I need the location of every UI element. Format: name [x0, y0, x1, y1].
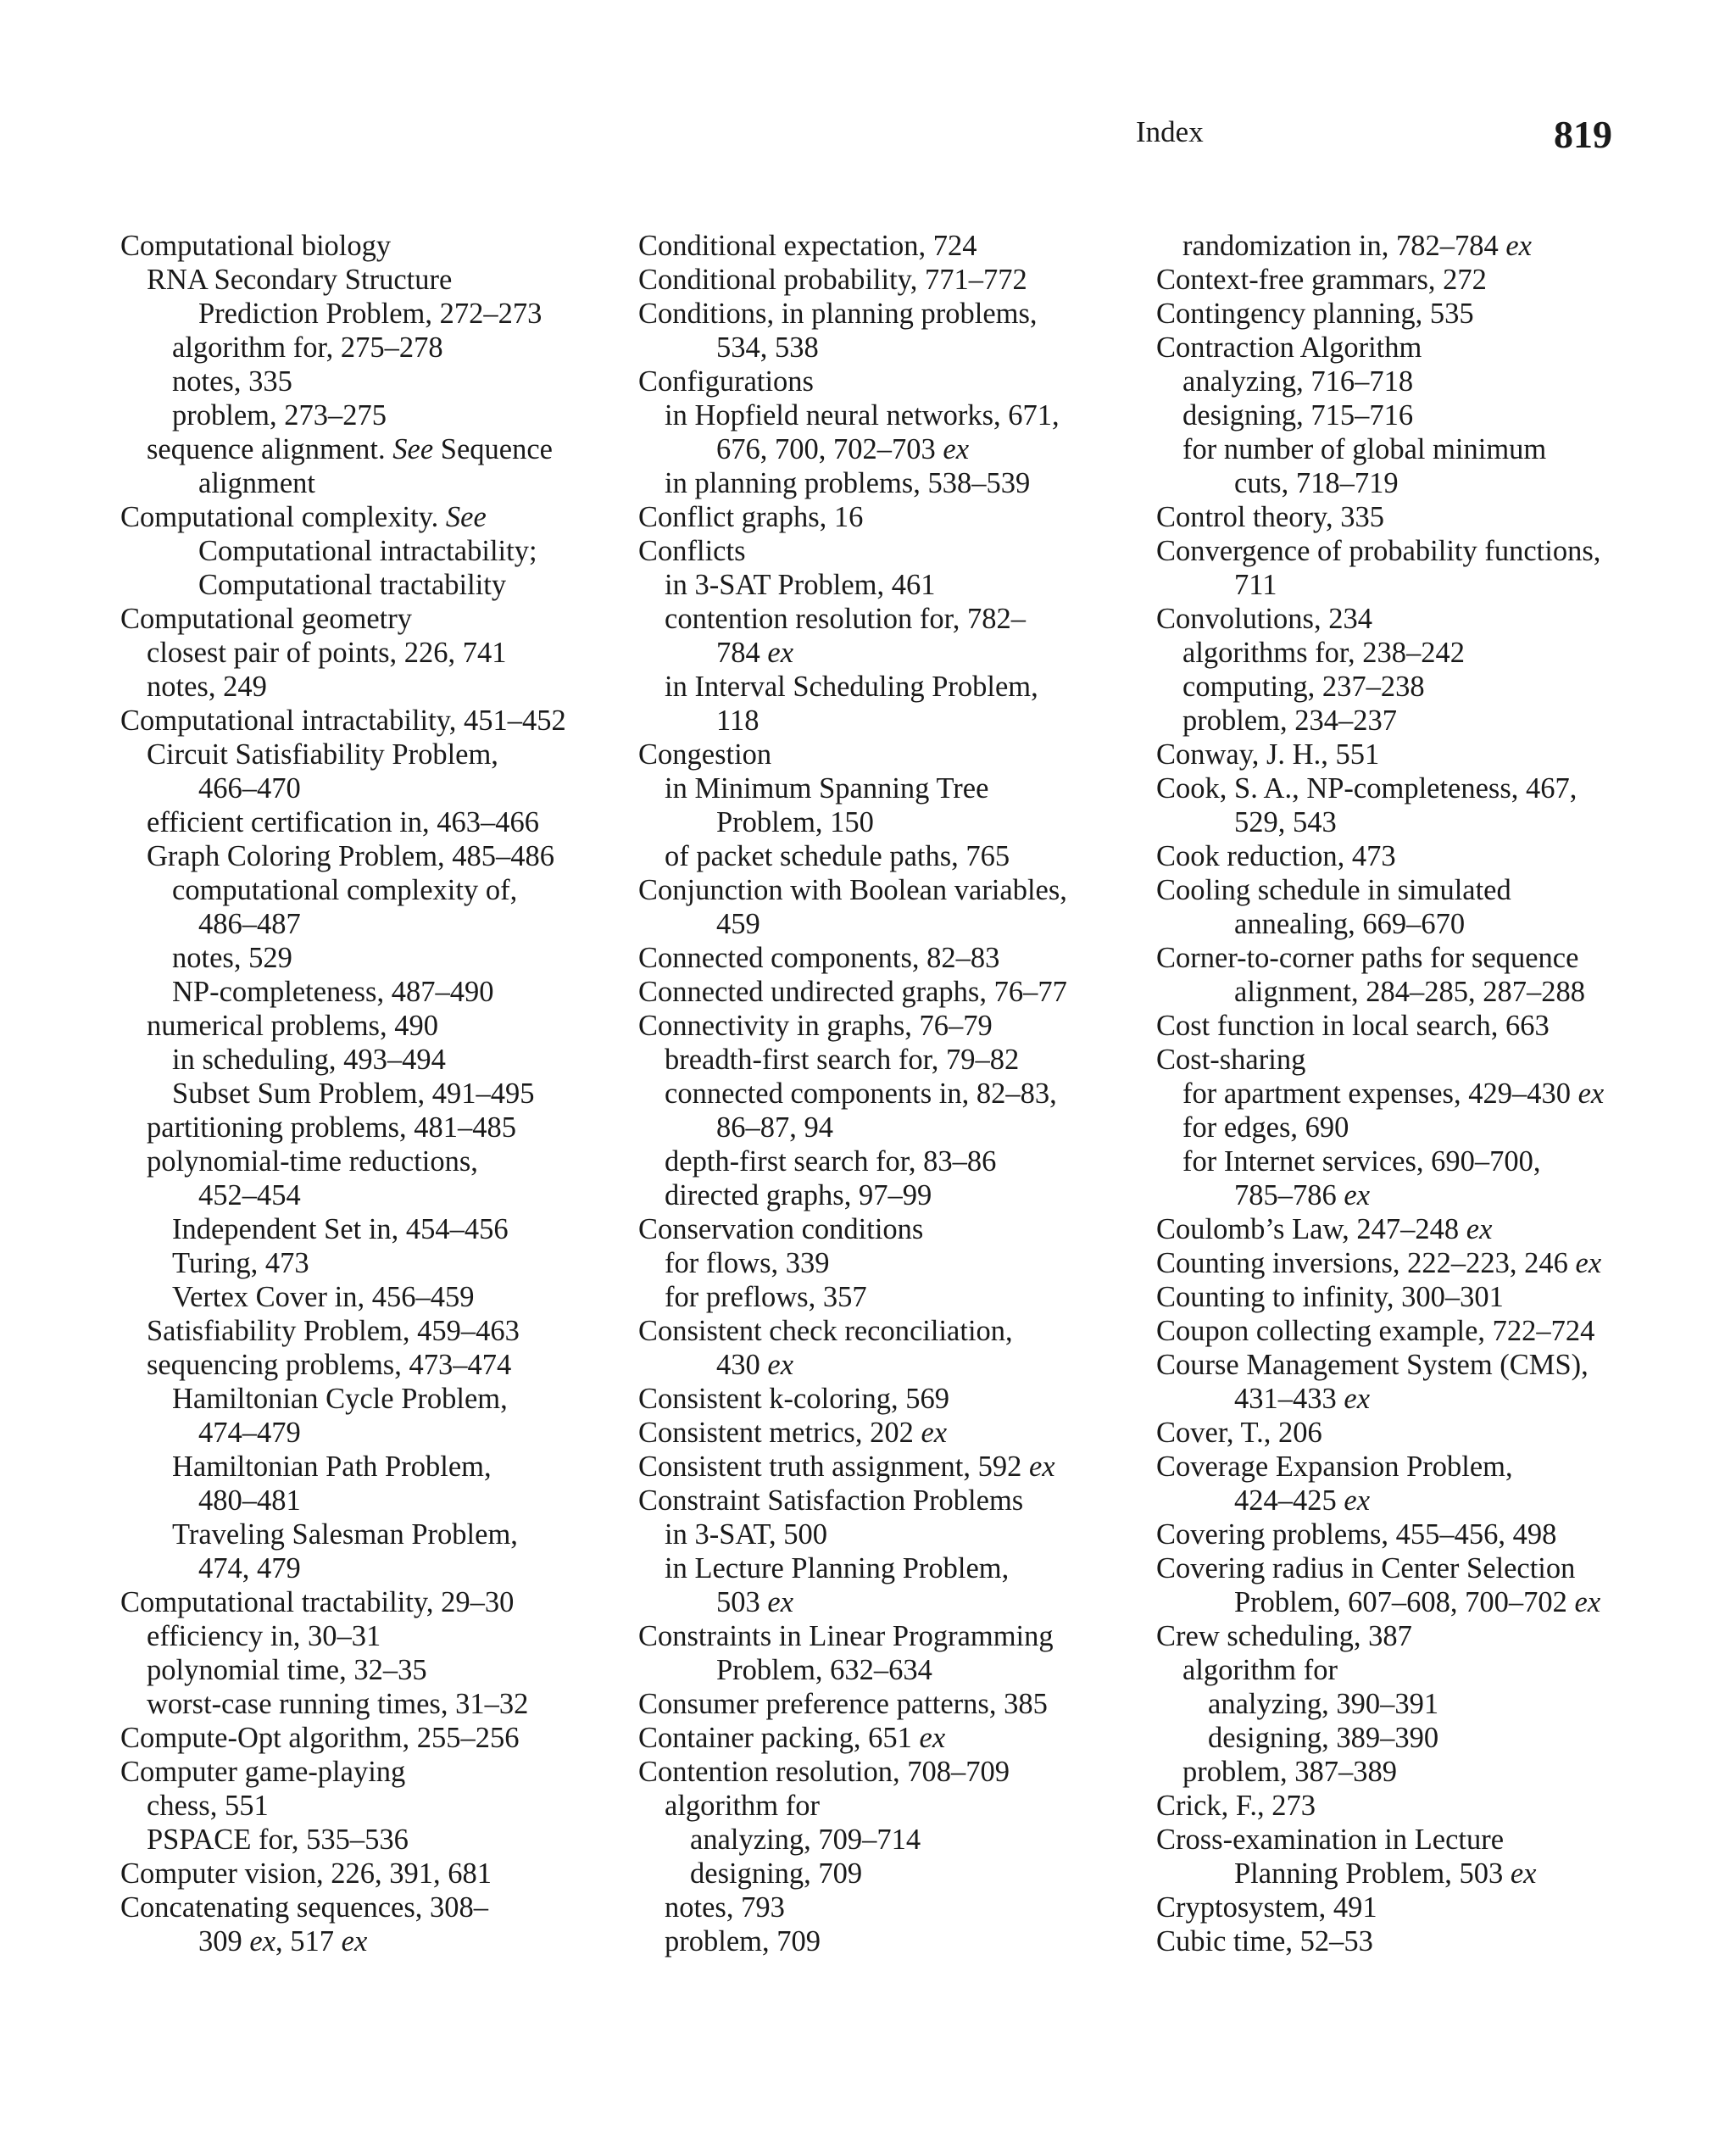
index-subentry: Hamiltonian Cycle Problem, [172, 1383, 508, 1415]
index-subentry: for flows, 339 [665, 1247, 830, 1279]
index-subentry: 486–487 [198, 908, 301, 940]
index-entry: Contingency planning, 535 [1156, 298, 1474, 330]
index-subentry: of packet schedule paths, 765 [665, 840, 1010, 872]
index-subentry: for apartment expenses, 429–430 ex [1182, 1078, 1605, 1110]
index-subentry: efficient certification in, 463–466 [147, 806, 540, 838]
index-column-2 [638, 229, 1147, 1958]
index-subentry: PSPACE for, 535–536 [147, 1824, 409, 1856]
index-subentry: Problem, 607–608, 700–702 ex [1234, 1586, 1601, 1618]
index-entry: Compute-Opt algorithm, 255–256 [120, 1722, 520, 1754]
index-subentry: NP-completeness, 487–490 [172, 976, 494, 1008]
index-subentry: algorithm for, 275–278 [172, 331, 443, 364]
index-subentry: RNA Secondary Structure [147, 264, 453, 296]
index-entry: Context-free grammars, 272 [1156, 264, 1487, 296]
index-subentry: for number of global minimum [1182, 433, 1547, 465]
index-subentry: computational complexity of, [172, 874, 518, 906]
index-subentry: 676, 700, 702–703 ex [716, 433, 970, 465]
index-subentry: in Lecture Planning Problem, [665, 1552, 1010, 1584]
index-subentry: 711 [1234, 569, 1277, 601]
index-entry: Corner-to-corner paths for sequence [1156, 942, 1579, 974]
index-subentry: notes, 529 [172, 942, 292, 974]
index-entry: Congestion [638, 738, 772, 771]
index-subentry: 474, 479 [198, 1552, 301, 1584]
index-entry: Counting inversions, 222–223, 246 ex [1156, 1247, 1602, 1279]
index-subentry: in Minimum Spanning Tree [665, 772, 989, 805]
index-subentry: designing, 709 [690, 1857, 863, 1890]
index-entry: Configurations [638, 365, 814, 398]
index-subentry: analyzing, 709–714 [690, 1824, 921, 1856]
index-subentry: chess, 551 [147, 1790, 269, 1822]
index-entry: Conditional probability, 771–772 [638, 264, 1027, 296]
index-entry: Conjunction with Boolean variables, [638, 874, 1067, 906]
index-entry: Cryptosystem, 491 [1156, 1891, 1377, 1924]
index-subentry: closest pair of points, 226, 741 [147, 637, 507, 669]
index-subentry: 452–454 [198, 1179, 301, 1211]
index-subentry: numerical problems, 490 [147, 1010, 438, 1042]
index-subentry: Problem, 150 [716, 806, 874, 838]
index-subentry: Satisfiability Problem, 459–463 [147, 1315, 520, 1347]
index-subentry: notes, 249 [147, 671, 267, 703]
index-entry: Connected components, 82–83 [638, 942, 1000, 974]
index-subentry: Hamiltonian Path Problem, [172, 1451, 492, 1483]
page-number: 819 [1554, 113, 1612, 156]
index-subentry: partitioning problems, 481–485 [147, 1111, 517, 1144]
index-entry: Cubic time, 52–53 [1156, 1925, 1373, 1957]
index-subentry: directed graphs, 97–99 [665, 1179, 932, 1211]
index-subentry: for Internet services, 690–700, [1182, 1145, 1541, 1178]
index-subentry: notes, 335 [172, 365, 292, 398]
index-column-1 [120, 229, 629, 1958]
index-entry: Cost function in local search, 663 [1156, 1010, 1550, 1042]
index-subentry: 431–433 ex [1234, 1383, 1371, 1415]
index-subentry: in 3-SAT, 500 [665, 1518, 827, 1551]
index-subentry: efficiency in, 30–31 [147, 1620, 381, 1652]
index-entry: Consistent metrics, 202 ex [638, 1417, 948, 1449]
index-subentry: problem, 387–389 [1182, 1756, 1397, 1788]
index-subentry: designing, 715–716 [1182, 399, 1414, 432]
index-subentry: algorithm for [1182, 1654, 1338, 1686]
index-subentry: for preflows, 357 [665, 1281, 867, 1313]
index-entry: Conditions, in planning problems, [638, 298, 1038, 330]
index-subentry: alignment [198, 467, 315, 499]
index-subentry: problem, 234–237 [1182, 704, 1397, 737]
index-entry: Coupon collecting example, 722–724 [1156, 1315, 1595, 1347]
index-subentry: Computational intractability; [198, 535, 537, 567]
index-subentry: analyzing, 716–718 [1182, 365, 1414, 398]
index-subentry: algorithm for [665, 1790, 820, 1822]
index-entry: Computational geometry [120, 603, 412, 635]
index-subentry: algorithms for, 238–242 [1182, 637, 1466, 669]
index-subentry: Planning Problem, 503 ex [1234, 1857, 1537, 1890]
index-subentry: in Interval Scheduling Problem, [665, 671, 1038, 703]
index-entry: Cook, S. A., NP-completeness, 467, [1156, 772, 1577, 805]
index-subentry: 424–425 ex [1234, 1484, 1371, 1517]
index-entry: Covering radius in Center Selection [1156, 1552, 1576, 1584]
index-entry: Coverage Expansion Problem, [1156, 1451, 1513, 1483]
index-entry: Convolutions, 234 [1156, 603, 1372, 635]
index-entry: Computational biology [120, 230, 392, 262]
index-entry: Contention resolution, 708–709 [638, 1756, 1010, 1788]
index-subentry: contention resolution for, 782– [665, 603, 1026, 635]
index-subentry: 118 [716, 704, 760, 737]
index-subentry: Subset Sum Problem, 491–495 [172, 1078, 535, 1110]
index-entry: Computational tractability, 29–30 [120, 1586, 515, 1618]
index-entry: Consistent k-coloring, 569 [638, 1383, 950, 1415]
index-subentry: 474–479 [198, 1417, 301, 1449]
index-subentry: 534, 538 [716, 331, 819, 364]
index-entry: Covering problems, 455–456, 498 [1156, 1518, 1557, 1551]
index-entry: Convergence of probability functions, [1156, 535, 1601, 567]
index-subentry: sequencing problems, 473–474 [147, 1349, 512, 1381]
index-entry: Computational complexity. See [120, 501, 487, 533]
index-entry: Crick, F., 273 [1156, 1790, 1316, 1822]
index-entry: Constraints in Linear Programming [638, 1620, 1054, 1652]
index-subentry: annealing, 669–670 [1234, 908, 1466, 940]
index-entry: Contraction Algorithm [1156, 331, 1422, 364]
index-entry: Crew scheduling, 387 [1156, 1620, 1412, 1652]
index-entry: Conservation conditions [638, 1213, 924, 1245]
index-subentry: breadth-first search for, 79–82 [665, 1044, 1020, 1076]
index-entry: Consistent check reconciliation, [638, 1315, 1013, 1347]
index-subentry: Prediction Problem, 272–273 [198, 298, 542, 330]
index-subentry: worst-case running times, 31–32 [147, 1688, 529, 1720]
index-subentry: 529, 543 [1234, 806, 1337, 838]
index-entry: Container packing, 651 ex [638, 1722, 946, 1754]
index-entry: Cost-sharing [1156, 1044, 1306, 1076]
index-subentry: 309 ex, 517 ex [198, 1925, 368, 1957]
index-subentry: depth-first search for, 83–86 [665, 1145, 997, 1178]
index-subentry: Traveling Salesman Problem, [172, 1518, 518, 1551]
index-subentry: problem, 709 [665, 1925, 821, 1957]
index-entry: Connected undirected graphs, 76–77 [638, 976, 1067, 1008]
index-entry: Cover, T., 206 [1156, 1417, 1322, 1449]
index-subentry: computing, 237–238 [1182, 671, 1425, 703]
index-subentry: 503 ex [716, 1586, 794, 1618]
index-subentry: Circuit Satisfiability Problem, [147, 738, 498, 771]
index-subentry: 466–470 [198, 772, 301, 805]
index-subentry: Problem, 632–634 [716, 1654, 932, 1686]
index-subentry: Computational tractability [198, 569, 507, 601]
index-subentry: sequence alignment. See Sequence [147, 433, 553, 465]
index-entry: Consumer preference patterns, 385 [638, 1688, 1048, 1720]
index-entry: Consistent truth assignment, 592 ex [638, 1451, 1055, 1483]
index-entry: Computational intractability, 451–452 [120, 704, 566, 737]
index-subentry: Vertex Cover in, 456–459 [172, 1281, 475, 1313]
index-subentry: randomization in, 782–784 ex [1182, 230, 1532, 262]
index-subentry: analyzing, 390–391 [1208, 1688, 1439, 1720]
index-entry: Computer game-playing [120, 1756, 406, 1788]
running-head: Index [1136, 115, 1204, 148]
index-subentry: polynomial-time reductions, [147, 1145, 478, 1178]
index-subentry: 785–786 ex [1234, 1179, 1371, 1211]
index-subentry: polynomial time, 32–35 [147, 1654, 427, 1686]
index-entry: Conflict graphs, 16 [638, 501, 864, 533]
index-entry: Conflicts [638, 535, 746, 567]
index-entry: Conditional expectation, 724 [638, 230, 977, 262]
index-subentry: in Hopfield neural networks, 671, [665, 399, 1060, 432]
index-subentry: Turing, 473 [172, 1247, 309, 1279]
index-subentry: 86–87, 94 [716, 1111, 833, 1144]
index-entry: Cook reduction, 473 [1156, 840, 1396, 872]
index-subentry: 480–481 [198, 1484, 301, 1517]
index-subentry: 784 ex [716, 637, 794, 669]
index-entry: Conway, J. H., 551 [1156, 738, 1380, 771]
index-subentry: connected components in, 82–83, [665, 1078, 1057, 1110]
index-entry: Course Management System (CMS), [1156, 1349, 1589, 1381]
index-entry: Concatenating sequences, 308– [120, 1891, 488, 1924]
index-subentry: 459 [716, 908, 760, 940]
index-entry: Counting to infinity, 300–301 [1156, 1281, 1504, 1313]
index-subentry: notes, 793 [665, 1891, 785, 1924]
index-subentry: designing, 389–390 [1208, 1722, 1439, 1754]
index-subentry: in planning problems, 538–539 [665, 467, 1031, 499]
index-subentry: in 3-SAT Problem, 461 [665, 569, 936, 601]
index-subentry: cuts, 718–719 [1234, 467, 1399, 499]
index-entry: Cooling schedule in simulated [1156, 874, 1511, 906]
index-entry: Connectivity in graphs, 76–79 [638, 1010, 993, 1042]
index-subentry: problem, 273–275 [172, 399, 387, 432]
index-column-3 [1156, 229, 1631, 1958]
index-entry: Cross-examination in Lecture [1156, 1824, 1505, 1856]
index-subentry: 430 ex [716, 1349, 794, 1381]
index-subentry: Independent Set in, 454–456 [172, 1213, 509, 1245]
index-subentry: in scheduling, 493–494 [172, 1044, 446, 1076]
index-entry: Coulomb’s Law, 247–248 ex [1156, 1213, 1493, 1245]
index-subentry: Graph Coloring Problem, 485–486 [147, 840, 555, 872]
index-entry: Control theory, 335 [1156, 501, 1384, 533]
index-entry: Constraint Satisfaction Problems [638, 1484, 1024, 1517]
index-subentry: for edges, 690 [1182, 1111, 1349, 1144]
index-entry: Computer vision, 226, 391, 681 [120, 1857, 492, 1890]
index-subentry: alignment, 284–285, 287–288 [1234, 976, 1585, 1008]
